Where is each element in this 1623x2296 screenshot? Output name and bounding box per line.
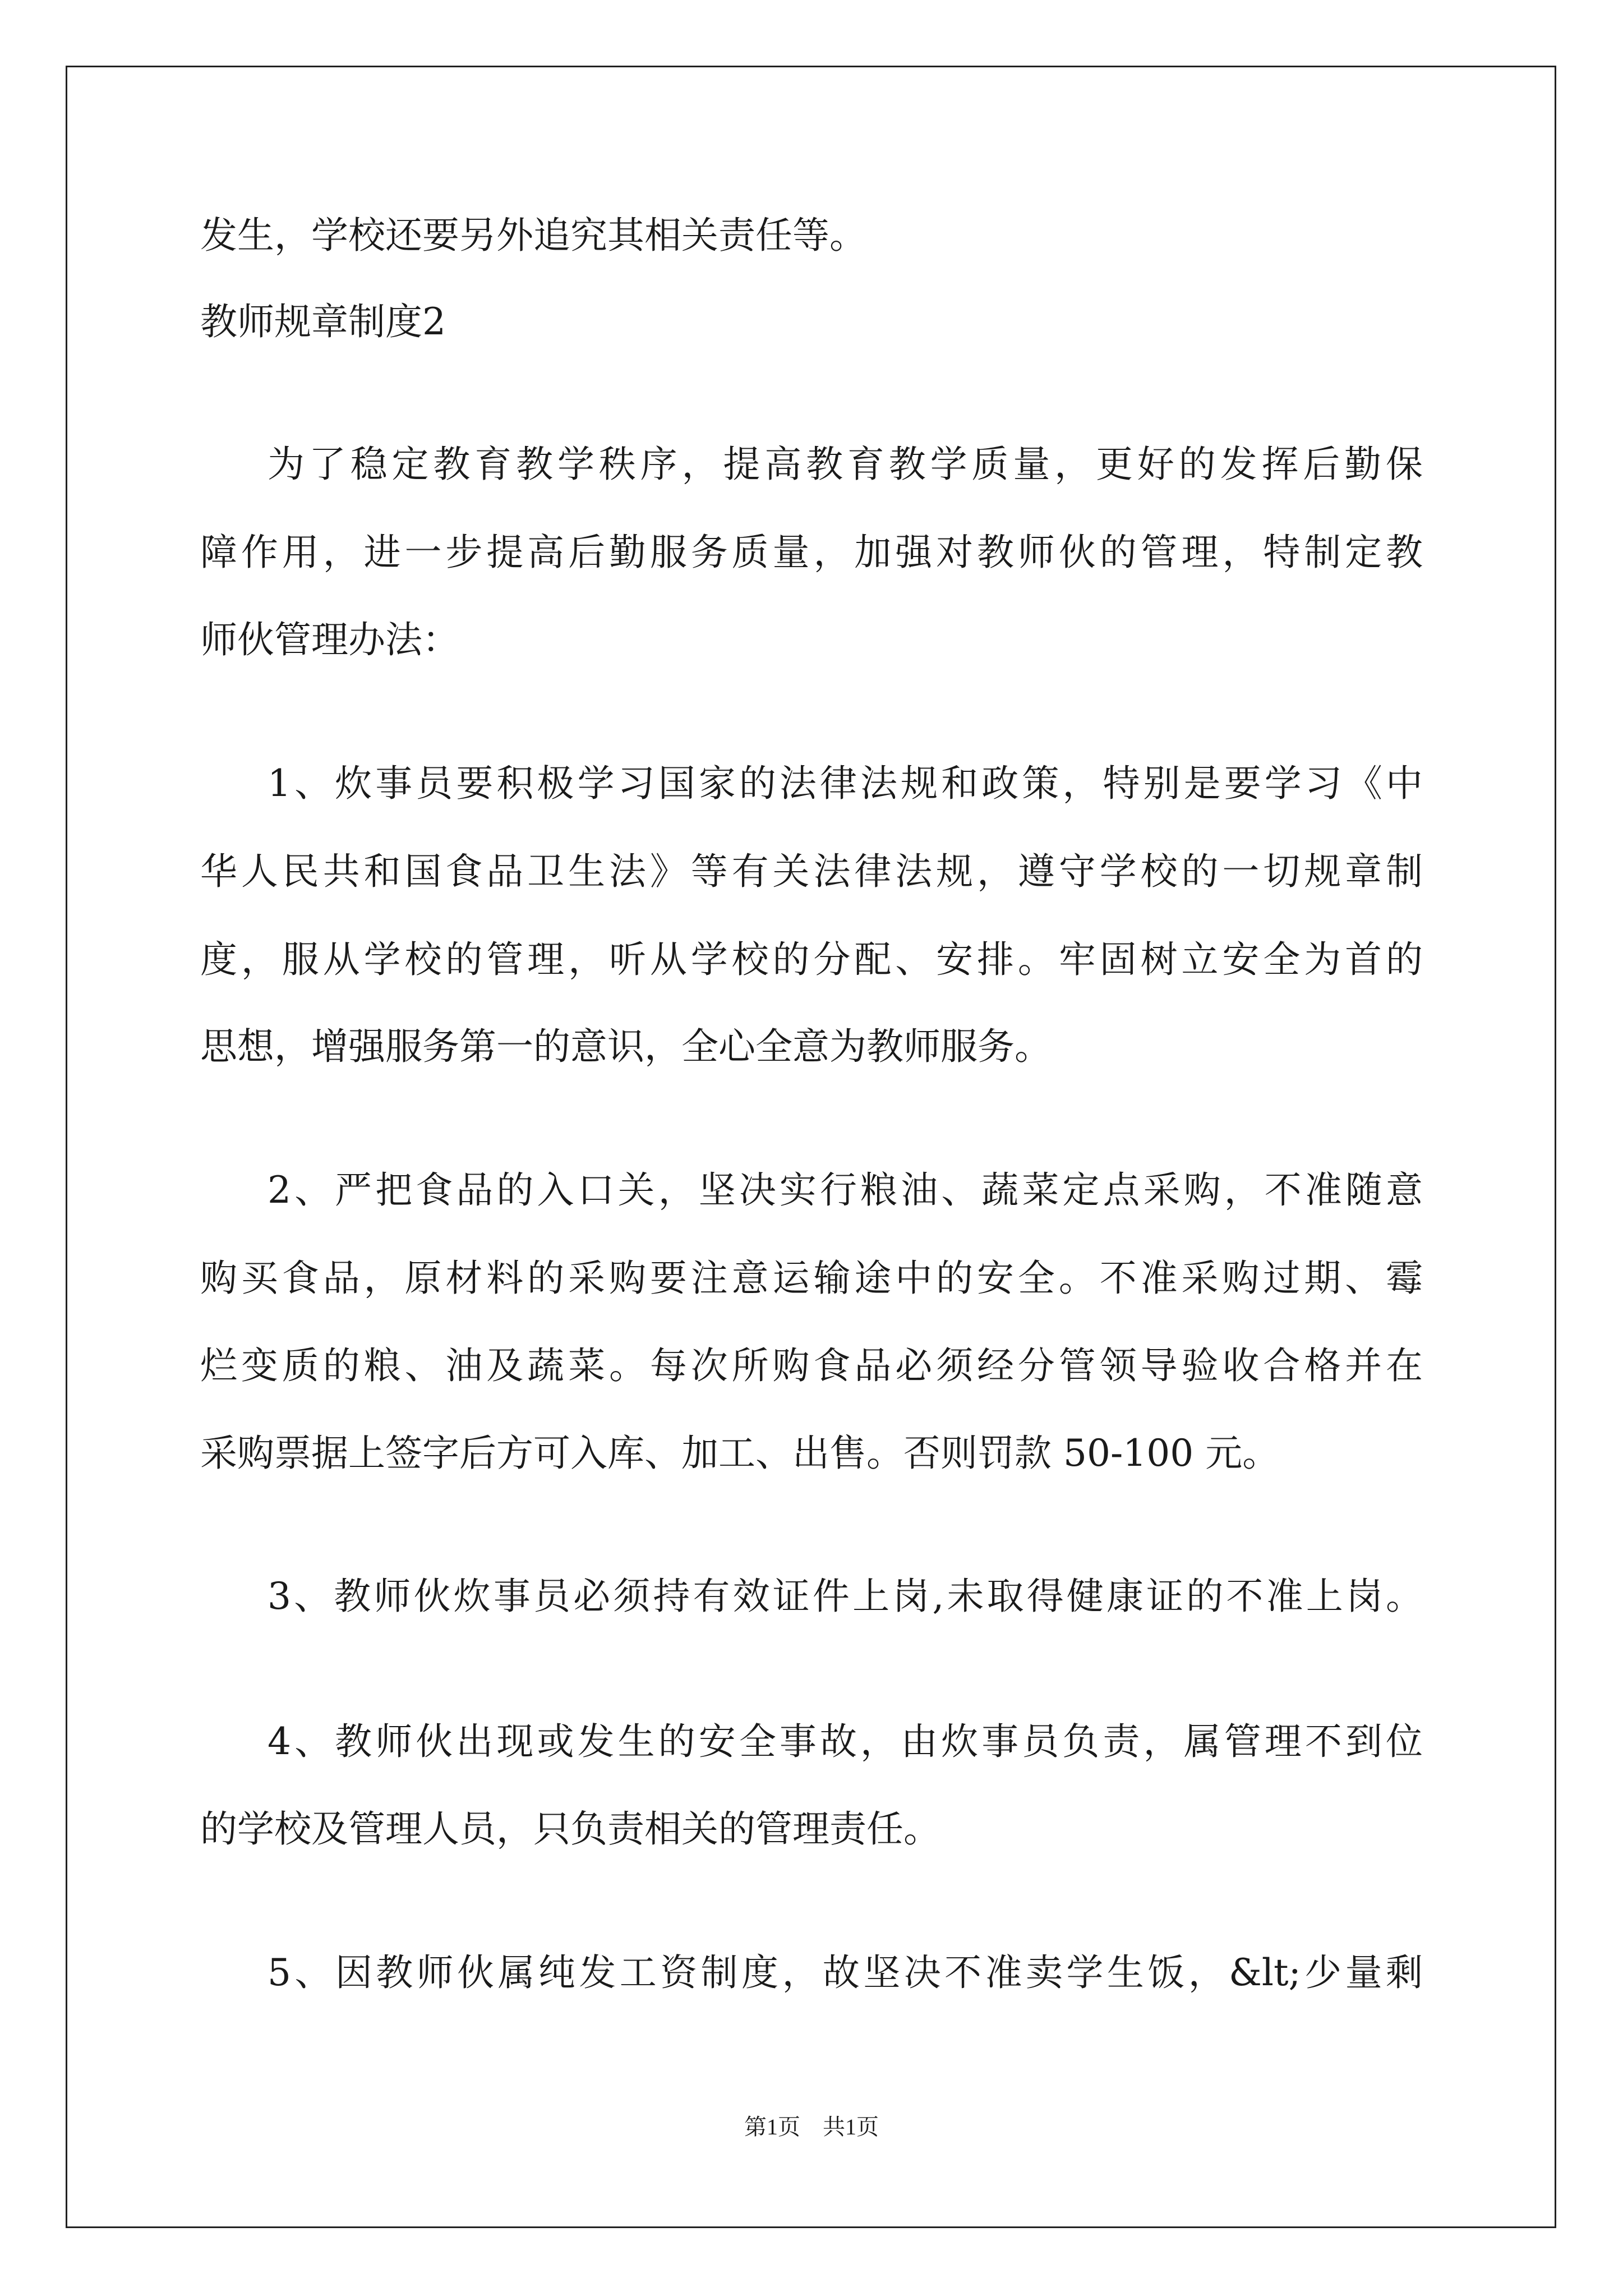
text-line-6: 1、炊事员要积极学习国家的法律法规和政策，特别是要学习《中 <box>268 762 1423 805</box>
text-line-1: 发生，学校还要另外追究其相关责任等。 <box>200 214 866 257</box>
text-line-8: 度，服从学校的管理，听从学校的分配、安排。牢固树立安全为首的 <box>200 938 1423 981</box>
page-footer: 第1页 共1页 <box>744 2114 879 2139</box>
text-line-11: 购买食品，原材料的采购要注意运输途中的安全。不准采购过期、霉 <box>200 1257 1423 1300</box>
text-line-16: 的学校及管理人员，只负责相关的管理责任。 <box>200 1807 940 1851</box>
text-line-15: 4、教师伙出现或发生的安全事故，由炊事员负责，属管理不到位 <box>268 1720 1423 1763</box>
text-line-4: 障作用，进一步提高后勤服务质量，加强对教师伙的管理，特制定教 <box>200 531 1423 574</box>
page-border <box>66 66 1556 2228</box>
text-line-7: 华人民共和国食品卫生法》等有关法律法规，遵守学校的一切规章制 <box>200 850 1423 893</box>
text-line-13: 采购票据上签字后方可入库、加工、出售。否则罚款 50-100 元。 <box>200 1432 1280 1475</box>
text-line-10: 2、严把食品的入口关，坚决实行粮油、蔬菜定点采购，不准随意 <box>268 1168 1423 1212</box>
section-heading: 教师规章制度2 <box>200 300 446 343</box>
text-line-9: 思想，增强服务第一的意识，全心全意为教师服务。 <box>200 1025 1052 1068</box>
text-line-5: 师伙管理办法： <box>200 618 459 661</box>
text-line-3: 为了稳定教育教学秩序，提高教育教学质量，更好的发挥后勤保 <box>268 443 1423 486</box>
text-line-12: 烂变质的粮、油及蔬菜。每次所购食品必须经分管领导验收合格并在 <box>200 1344 1423 1387</box>
text-line-17: 5、因教师伙属纯发工资制度，故坚决不准卖学生饭，&lt;少量剩 <box>268 1951 1423 1994</box>
text-line-14: 3、教师伙炊事员必须持有效证件上岗,未取得健康证的不准上岗。 <box>268 1575 1423 1618</box>
